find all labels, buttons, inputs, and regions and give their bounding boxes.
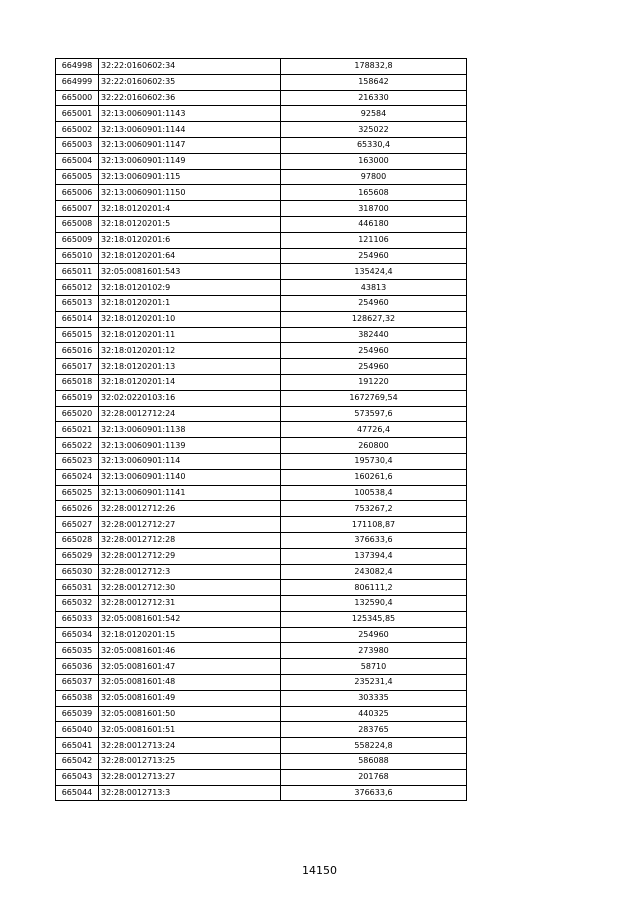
row-number-cell: 665044	[56, 785, 99, 801]
row-number-cell: 665016	[56, 343, 99, 359]
table-row	[56, 295, 467, 311]
row-number-cell: 665010	[56, 248, 99, 264]
value-cell: 1672769,54	[281, 390, 467, 406]
row-number-cell: 664998	[56, 59, 99, 75]
value-cell: 191220	[281, 374, 467, 390]
value-cell: 165608	[281, 185, 467, 201]
table-row	[56, 738, 467, 754]
row-number-cell: 665011	[56, 264, 99, 280]
data-table	[55, 58, 467, 801]
cadastral-number-cell: 32:05:0081601:543	[99, 264, 281, 280]
table-row	[56, 769, 467, 785]
cadastral-number-cell: 32:13:0060901:115	[99, 169, 281, 185]
row-number-cell: 665025	[56, 485, 99, 501]
cadastral-number-cell: 32:18:0120201:4	[99, 201, 281, 217]
value-cell: 586088	[281, 754, 467, 770]
row-number-cell: 665024	[56, 469, 99, 485]
cadastral-number-cell: 32:28:0012712:26	[99, 501, 281, 517]
value-cell: 376633,6	[281, 785, 467, 801]
value-cell: 235231,4	[281, 675, 467, 691]
value-cell: 558224,8	[281, 738, 467, 754]
table-row	[56, 74, 467, 90]
value-cell: 47726,4	[281, 422, 467, 438]
value-cell: 58710	[281, 659, 467, 675]
table-row	[56, 359, 467, 375]
row-number-cell: 665039	[56, 706, 99, 722]
table-row	[56, 564, 467, 580]
cadastral-number-cell: 32:28:0012712:29	[99, 548, 281, 564]
cadastral-number-cell: 32:13:0060901:114	[99, 453, 281, 469]
page-number: 14150	[302, 864, 337, 877]
cadastral-number-cell: 32:18:0120102:9	[99, 280, 281, 296]
table-row	[56, 611, 467, 627]
table-row	[56, 169, 467, 185]
table-row	[56, 627, 467, 643]
row-number-cell: 665015	[56, 327, 99, 343]
table-row	[56, 185, 467, 201]
row-number-cell: 665018	[56, 374, 99, 390]
cadastral-number-cell: 32:22:0160602:35	[99, 74, 281, 90]
value-cell: 440325	[281, 706, 467, 722]
row-number-cell: 665026	[56, 501, 99, 517]
row-number-cell: 664999	[56, 74, 99, 90]
value-cell: 171108,87	[281, 517, 467, 533]
cadastral-number-cell: 32:05:0081601:47	[99, 659, 281, 675]
cadastral-number-cell: 32:05:0081601:51	[99, 722, 281, 738]
cadastral-number-cell: 32:18:0120201:1	[99, 295, 281, 311]
cadastral-number-cell: 32:13:0060901:1147	[99, 137, 281, 153]
value-cell: 195730,4	[281, 453, 467, 469]
value-cell: 303335	[281, 690, 467, 706]
row-number-cell: 665042	[56, 754, 99, 770]
value-cell: 201768	[281, 769, 467, 785]
table-row	[56, 406, 467, 422]
cadastral-number-cell: 32:28:0012713:27	[99, 769, 281, 785]
table-row	[56, 327, 467, 343]
value-cell: 243082,4	[281, 564, 467, 580]
cadastral-number-cell: 32:05:0081601:542	[99, 611, 281, 627]
table-row	[56, 754, 467, 770]
row-number-cell: 665009	[56, 232, 99, 248]
row-number-cell: 665021	[56, 422, 99, 438]
value-cell: 137394,4	[281, 548, 467, 564]
table-row	[56, 122, 467, 138]
table-row	[56, 485, 467, 501]
value-cell: 163000	[281, 153, 467, 169]
table-row	[56, 453, 467, 469]
value-cell: 254960	[281, 359, 467, 375]
cadastral-number-cell: 32:28:0012712:27	[99, 517, 281, 533]
cadastral-number-cell: 32:13:0060901:1140	[99, 469, 281, 485]
cadastral-number-cell: 32:13:0060901:1144	[99, 122, 281, 138]
row-number-cell: 665000	[56, 90, 99, 106]
table-row	[56, 785, 467, 801]
row-number-cell: 665017	[56, 359, 99, 375]
table-row	[56, 532, 467, 548]
table-row	[56, 216, 467, 232]
table-row	[56, 706, 467, 722]
cadastral-number-cell: 32:13:0060901:1139	[99, 438, 281, 454]
row-number-cell: 665014	[56, 311, 99, 327]
cadastral-number-cell: 32:13:0060901:1149	[99, 153, 281, 169]
table-row	[56, 106, 467, 122]
cadastral-number-cell: 32:22:0160602:34	[99, 59, 281, 75]
table-row	[56, 501, 467, 517]
cadastral-number-cell: 32:18:0120201:14	[99, 374, 281, 390]
table-row	[56, 548, 467, 564]
table-row	[56, 201, 467, 217]
value-cell: 92584	[281, 106, 467, 122]
table-row	[56, 137, 467, 153]
cadastral-number-cell: 32:05:0081601:49	[99, 690, 281, 706]
cadastral-number-cell: 32:18:0120201:64	[99, 248, 281, 264]
cadastral-number-cell: 32:28:0012712:3	[99, 564, 281, 580]
row-number-cell: 665028	[56, 532, 99, 548]
row-number-cell: 665004	[56, 153, 99, 169]
value-cell: 254960	[281, 295, 467, 311]
cadastral-number-cell: 32:28:0012712:31	[99, 596, 281, 612]
row-number-cell: 665007	[56, 201, 99, 217]
value-cell: 97800	[281, 169, 467, 185]
row-number-cell: 665032	[56, 596, 99, 612]
row-number-cell: 665008	[56, 216, 99, 232]
cadastral-number-cell: 32:28:0012712:28	[99, 532, 281, 548]
table-row	[56, 280, 467, 296]
table-row	[56, 374, 467, 390]
value-cell: 100538,4	[281, 485, 467, 501]
value-cell: 135424,4	[281, 264, 467, 280]
value-cell: 254960	[281, 343, 467, 359]
table-row	[56, 722, 467, 738]
table-row	[56, 690, 467, 706]
row-number-cell: 665034	[56, 627, 99, 643]
cadastral-number-cell: 32:28:0012713:24	[99, 738, 281, 754]
table-row	[56, 390, 467, 406]
cadastral-number-cell: 32:05:0081601:46	[99, 643, 281, 659]
cadastral-number-cell: 32:28:0012712:30	[99, 580, 281, 596]
cadastral-number-cell: 32:18:0120201:13	[99, 359, 281, 375]
cadastral-number-cell: 32:22:0160602:36	[99, 90, 281, 106]
table-row	[56, 438, 467, 454]
value-cell: 121106	[281, 232, 467, 248]
cadastral-number-cell: 32:28:0012713:25	[99, 754, 281, 770]
value-cell: 160261,6	[281, 469, 467, 485]
row-number-cell: 665038	[56, 690, 99, 706]
row-number-cell: 665040	[56, 722, 99, 738]
table-row	[56, 580, 467, 596]
table-row	[56, 232, 467, 248]
cadastral-number-cell: 32:28:0012712:24	[99, 406, 281, 422]
table-row	[56, 59, 467, 75]
cadastral-number-cell: 32:05:0081601:50	[99, 706, 281, 722]
row-number-cell: 665022	[56, 438, 99, 454]
table-row	[56, 675, 467, 691]
cadastral-number-cell: 32:28:0012713:3	[99, 785, 281, 801]
cadastral-number-cell: 32:18:0120201:15	[99, 627, 281, 643]
row-number-cell: 665001	[56, 106, 99, 122]
row-number-cell: 665019	[56, 390, 99, 406]
row-number-cell: 665036	[56, 659, 99, 675]
table-row	[56, 659, 467, 675]
value-cell: 178832,8	[281, 59, 467, 75]
row-number-cell: 665003	[56, 137, 99, 153]
row-number-cell: 665033	[56, 611, 99, 627]
row-number-cell: 665027	[56, 517, 99, 533]
row-number-cell: 665002	[56, 122, 99, 138]
table-body	[56, 59, 467, 801]
cadastral-number-cell: 32:18:0120201:10	[99, 311, 281, 327]
value-cell: 260800	[281, 438, 467, 454]
value-cell: 254960	[281, 627, 467, 643]
table-row	[56, 469, 467, 485]
value-cell: 216330	[281, 90, 467, 106]
cadastral-number-cell: 32:18:0120201:11	[99, 327, 281, 343]
row-number-cell: 665043	[56, 769, 99, 785]
table-row	[56, 311, 467, 327]
value-cell: 273980	[281, 643, 467, 659]
table-row	[56, 153, 467, 169]
value-cell: 446180	[281, 216, 467, 232]
value-cell: 325022	[281, 122, 467, 138]
row-number-cell: 665013	[56, 295, 99, 311]
table-row	[56, 248, 467, 264]
value-cell: 254960	[281, 248, 467, 264]
cadastral-number-cell: 32:18:0120201:5	[99, 216, 281, 232]
row-number-cell: 665012	[56, 280, 99, 296]
cadastral-number-cell: 32:05:0081601:48	[99, 675, 281, 691]
value-cell: 376633,6	[281, 532, 467, 548]
row-number-cell: 665005	[56, 169, 99, 185]
table-row	[56, 422, 467, 438]
value-cell: 382440	[281, 327, 467, 343]
row-number-cell: 665020	[56, 406, 99, 422]
row-number-cell: 665031	[56, 580, 99, 596]
value-cell: 43813	[281, 280, 467, 296]
value-cell: 753267,2	[281, 501, 467, 517]
cadastral-number-cell: 32:18:0120201:12	[99, 343, 281, 359]
cadastral-number-cell: 32:13:0060901:1141	[99, 485, 281, 501]
row-number-cell: 665037	[56, 675, 99, 691]
cadastral-number-cell: 32:13:0060901:1138	[99, 422, 281, 438]
value-cell: 158642	[281, 74, 467, 90]
value-cell: 125345,85	[281, 611, 467, 627]
row-number-cell: 665023	[56, 453, 99, 469]
table-row	[56, 343, 467, 359]
cadastral-number-cell: 32:13:0060901:1143	[99, 106, 281, 122]
value-cell: 65330,4	[281, 137, 467, 153]
table-row	[56, 90, 467, 106]
cadastral-number-cell: 32:13:0060901:1150	[99, 185, 281, 201]
value-cell: 128627,32	[281, 311, 467, 327]
row-number-cell: 665030	[56, 564, 99, 580]
cadastral-number-cell: 32:02:0220103:16	[99, 390, 281, 406]
value-cell: 132590,4	[281, 596, 467, 612]
value-cell: 283765	[281, 722, 467, 738]
row-number-cell: 665029	[56, 548, 99, 564]
table-row	[56, 517, 467, 533]
value-cell: 318700	[281, 201, 467, 217]
table-row	[56, 643, 467, 659]
value-cell: 573597,6	[281, 406, 467, 422]
cadastral-number-cell: 32:18:0120201:6	[99, 232, 281, 248]
value-cell: 806111,2	[281, 580, 467, 596]
row-number-cell: 665006	[56, 185, 99, 201]
row-number-cell: 665035	[56, 643, 99, 659]
row-number-cell: 665041	[56, 738, 99, 754]
table-row	[56, 596, 467, 612]
table-row	[56, 264, 467, 280]
